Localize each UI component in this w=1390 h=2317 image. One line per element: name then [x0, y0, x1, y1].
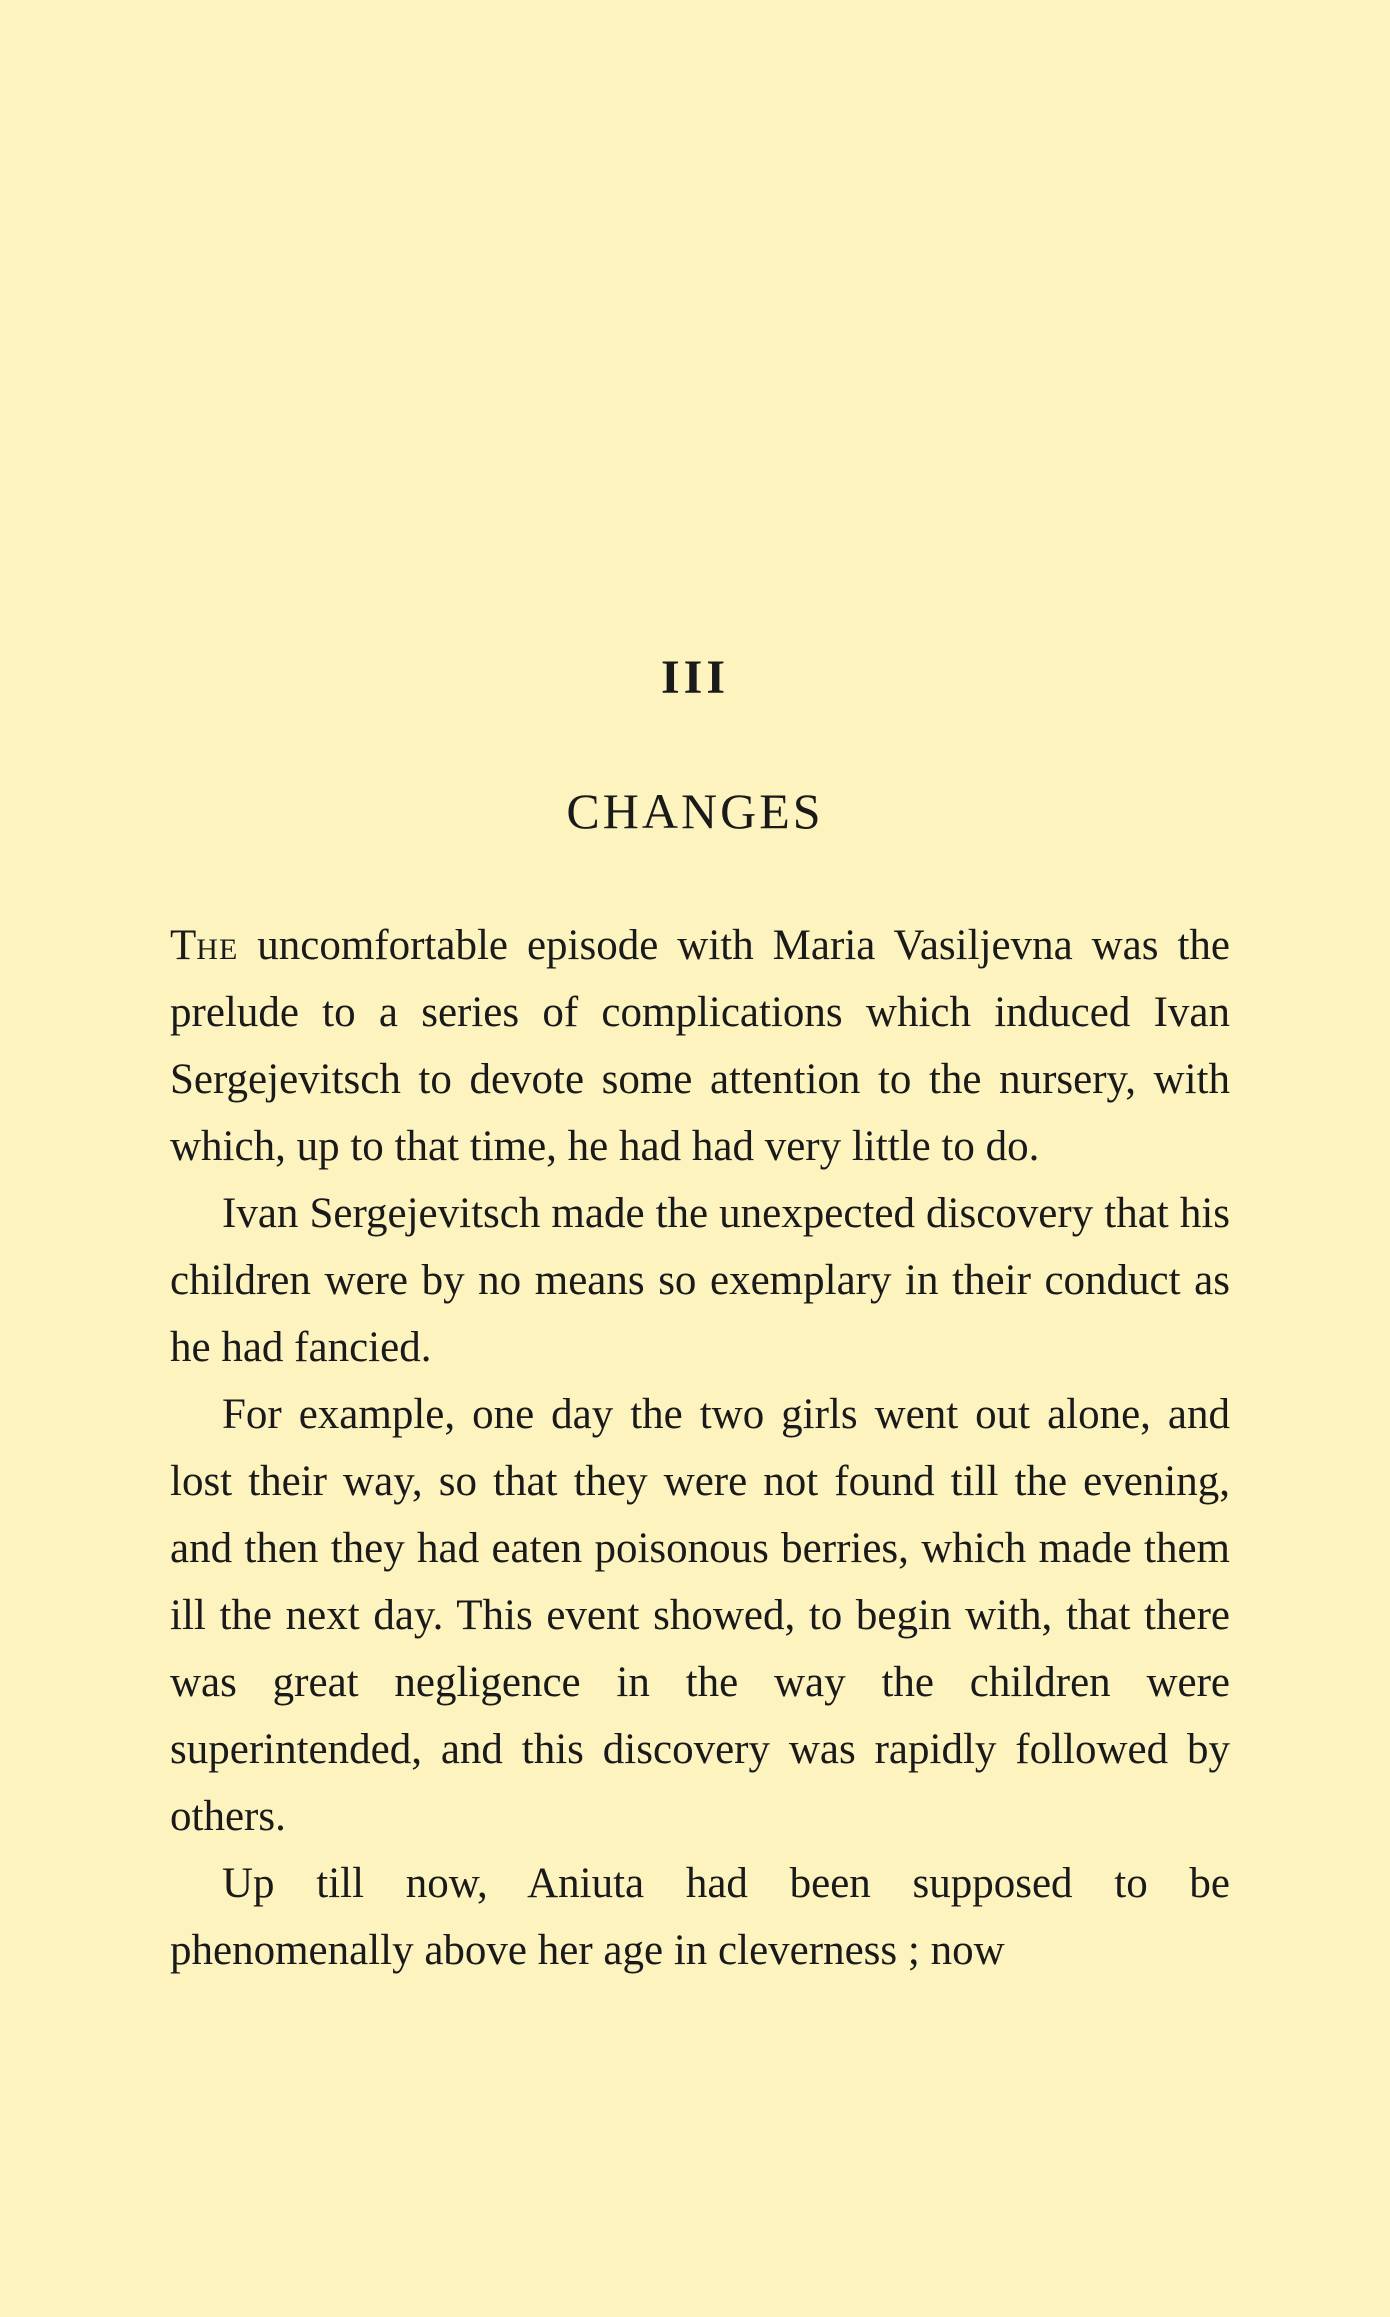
lead-small-caps: he	[196, 922, 239, 969]
paragraph-2: Ivan Sergejevitsch made the unexpected discovery that his children were by no means so exemplary in their conduct as he had fancied.	[170, 1190, 1230, 1371]
chapter-title: CHANGES	[566, 783, 824, 839]
chapter-body	[170, 912, 1230, 1984]
paragraph-1	[170, 912, 1230, 1180]
paragraph-3: For example, one day the two girls went out alone, and lost their way, so that they were not found till the evening, and then they had eaten poisonous berries, which made them ill the next day. This event showed, to begin with, that there was great negligence in the way the children were superintended, and this discovery was rapidly followed by others.	[170, 1391, 1230, 1840]
lead-capital: T	[170, 922, 197, 969]
chapter-number: III	[660, 651, 730, 704]
paragraph-1-text: uncomfortable episode with Maria Vasiljevna was the prelude to a series of complications which induced Ivan Sergejevitsch to devote some attention to the nursery, with which, up to that time, he had had very little to do.	[170, 922, 1230, 1170]
paragraph-4: Up till now, Aniuta had been supposed to be phenomenally above her age in cleverness ; now	[170, 1860, 1230, 1974]
